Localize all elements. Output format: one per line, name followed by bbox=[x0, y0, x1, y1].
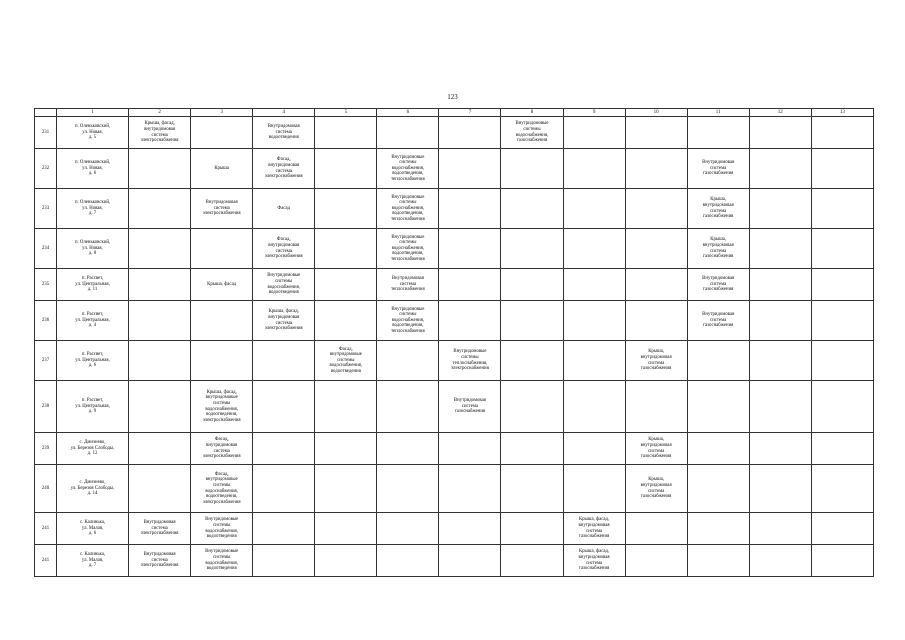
work-cell: Фасад, внутридомовые системы водоснабжения, водоотведения, электроснабжения bbox=[191, 465, 253, 513]
repair-schedule-table bbox=[34, 108, 874, 577]
header-cell: 3 bbox=[191, 109, 253, 117]
table-row bbox=[35, 433, 874, 465]
work-cell bbox=[501, 433, 563, 465]
address-cell: п. Рассвет, ул. Центральная, д. 9 bbox=[57, 381, 129, 433]
header-cell: 12 bbox=[749, 109, 811, 117]
work-cell: Внутридомовые системы водоснабжения, газоснабжения bbox=[501, 117, 563, 149]
work-cell: Внутридомовая система газоснабжения bbox=[687, 269, 749, 301]
work-cell: Внутридомовая система электроснабжения bbox=[129, 513, 191, 545]
work-cell bbox=[687, 465, 749, 513]
work-cell bbox=[811, 465, 873, 513]
work-cell bbox=[811, 189, 873, 229]
page-number: 123 bbox=[447, 93, 458, 101]
work-cell: Внутридомовая система газоснабжения bbox=[687, 149, 749, 189]
table-row bbox=[35, 341, 874, 381]
work-cell: Фасад, внутридомовая система электроснабжения bbox=[253, 149, 315, 189]
work-cell: Внутридомовые системы водоснабжения, водоотведения, теплоснабжения bbox=[377, 189, 439, 229]
header-cell: 8 bbox=[501, 109, 563, 117]
work-cell bbox=[439, 149, 501, 189]
work-cell bbox=[439, 465, 501, 513]
work-cell bbox=[811, 513, 873, 545]
work-cell bbox=[129, 229, 191, 269]
address-cell: п. Оленьковский, ул. Новая, д. 8 bbox=[57, 229, 129, 269]
work-cell: Крыша, фасад, внутридомовая система электроснабжения bbox=[129, 117, 191, 149]
work-cell bbox=[563, 269, 625, 301]
work-cell bbox=[191, 341, 253, 381]
work-cell: Фасад, внутридомовые системы водоснабжения, водоотведения bbox=[315, 341, 377, 381]
work-cell bbox=[811, 229, 873, 269]
table-row bbox=[35, 301, 874, 341]
table-row bbox=[35, 229, 874, 269]
work-cell: Фасад bbox=[253, 189, 315, 229]
table-body bbox=[35, 117, 874, 577]
work-cell bbox=[129, 381, 191, 433]
work-cell: Внутридомовые системы водоснабжения, водоотведения bbox=[191, 513, 253, 545]
work-cell: Крыша, фасад bbox=[191, 269, 253, 301]
work-cell bbox=[377, 381, 439, 433]
work-cell bbox=[377, 545, 439, 577]
work-cell bbox=[501, 341, 563, 381]
work-cell: Крыша, фасад, внутридомовая система электроснабжения bbox=[253, 301, 315, 341]
work-cell bbox=[129, 269, 191, 301]
work-cell bbox=[253, 465, 315, 513]
work-cell bbox=[501, 301, 563, 341]
table-row bbox=[35, 545, 874, 577]
work-cell: Крыша, фасад, внутридомовые системы водоснабжения, водоотведения, электроснабжения bbox=[191, 381, 253, 433]
work-cell bbox=[439, 433, 501, 465]
row-number: 237 bbox=[35, 341, 57, 381]
work-cell bbox=[377, 117, 439, 149]
header-cell-blank bbox=[35, 109, 57, 117]
work-cell bbox=[129, 149, 191, 189]
address-cell: с. Калинька, ул. Малая, д. 6 bbox=[57, 513, 129, 545]
row-number: 238 bbox=[35, 381, 57, 433]
work-cell: Фасад, внутридомовая система электроснабжения bbox=[253, 229, 315, 269]
work-cell bbox=[191, 301, 253, 341]
work-cell: Внутридомовая система электроснабжения bbox=[129, 545, 191, 577]
work-cell bbox=[501, 149, 563, 189]
work-cell bbox=[625, 513, 687, 545]
table-row bbox=[35, 149, 874, 189]
work-cell: Крыша, внутридомовая система газоснабжения bbox=[625, 433, 687, 465]
work-cell: Внутридомовые системы водоснабжения, водоотведения, теплоснабжения bbox=[377, 301, 439, 341]
work-cell bbox=[253, 381, 315, 433]
work-cell bbox=[439, 545, 501, 577]
work-cell: Крыша, внутридомовая система газоснабжения bbox=[625, 465, 687, 513]
work-cell bbox=[315, 149, 377, 189]
work-cell bbox=[749, 341, 811, 381]
row-number: 241 bbox=[35, 545, 57, 577]
header-cell: 5 bbox=[315, 109, 377, 117]
row-number: 233 bbox=[35, 189, 57, 229]
work-cell: Внутридомовые системы водоснабжения, водоотведения bbox=[191, 545, 253, 577]
work-cell: Фасад, внутридомовая система электроснабжения bbox=[191, 433, 253, 465]
work-cell bbox=[315, 433, 377, 465]
work-cell bbox=[439, 117, 501, 149]
work-cell: Внутридомовая система газоснабжения bbox=[439, 381, 501, 433]
work-cell bbox=[377, 513, 439, 545]
work-cell bbox=[377, 465, 439, 513]
work-cell bbox=[501, 465, 563, 513]
header-cell: 1 bbox=[57, 109, 129, 117]
address-cell: п. Рассвет, ул. Центральная, д. 6 bbox=[57, 341, 129, 381]
work-cell bbox=[625, 545, 687, 577]
address-cell: п. Оленьковский, ул. Новая, д. 7 bbox=[57, 189, 129, 229]
address-cell: п. Оленьковский, ул. Новая, д. 6 bbox=[57, 149, 129, 189]
table-row bbox=[35, 189, 874, 229]
work-cell bbox=[439, 269, 501, 301]
work-cell bbox=[687, 545, 749, 577]
work-cell bbox=[687, 381, 749, 433]
work-cell bbox=[563, 465, 625, 513]
work-cell bbox=[315, 229, 377, 269]
work-cell bbox=[315, 513, 377, 545]
address-cell: п. Оленьковский, ул. Новая, д. 5 bbox=[57, 117, 129, 149]
work-cell: Внутридомовые системы теплоснабжения, электроснабжения bbox=[439, 341, 501, 381]
work-cell bbox=[315, 381, 377, 433]
row-number: 236 bbox=[35, 301, 57, 341]
work-cell bbox=[811, 149, 873, 189]
work-cell: Крыша, внутридомовая система газоснабжения bbox=[687, 229, 749, 269]
work-cell bbox=[129, 433, 191, 465]
work-cell bbox=[501, 381, 563, 433]
work-cell bbox=[811, 269, 873, 301]
row-number: 234 bbox=[35, 229, 57, 269]
work-cell bbox=[253, 341, 315, 381]
work-cell bbox=[501, 189, 563, 229]
work-cell: Крыша, фасад, внутридомовая система газоснабжения bbox=[563, 513, 625, 545]
table-row bbox=[35, 117, 874, 149]
work-cell bbox=[749, 149, 811, 189]
address-cell: п. Рассвет, ул. Центральная, д. 11 bbox=[57, 269, 129, 301]
work-cell bbox=[191, 229, 253, 269]
work-cell bbox=[563, 301, 625, 341]
work-cell bbox=[563, 149, 625, 189]
work-cell bbox=[625, 269, 687, 301]
header-cell: 7 bbox=[439, 109, 501, 117]
work-cell bbox=[563, 229, 625, 269]
table-row bbox=[35, 513, 874, 545]
work-cell: Внутридомовая система газоснабжения bbox=[687, 301, 749, 341]
table-row bbox=[35, 269, 874, 301]
work-cell bbox=[749, 513, 811, 545]
header-cell: 13 bbox=[811, 109, 873, 117]
work-cell bbox=[749, 229, 811, 269]
work-cell: Крыша, внутридомовая система газоснабжения bbox=[687, 189, 749, 229]
header-row bbox=[35, 109, 874, 117]
work-cell bbox=[625, 229, 687, 269]
work-cell bbox=[439, 229, 501, 269]
work-cell bbox=[749, 465, 811, 513]
work-cell bbox=[315, 117, 377, 149]
work-cell bbox=[501, 269, 563, 301]
work-cell bbox=[253, 513, 315, 545]
work-cell bbox=[625, 381, 687, 433]
row-number: 231 bbox=[35, 117, 57, 149]
work-cell bbox=[749, 269, 811, 301]
work-cell bbox=[563, 381, 625, 433]
table-row bbox=[35, 465, 874, 513]
work-cell bbox=[191, 117, 253, 149]
work-cell bbox=[687, 117, 749, 149]
work-cell bbox=[811, 341, 873, 381]
work-cell bbox=[749, 189, 811, 229]
work-cell bbox=[625, 301, 687, 341]
work-cell bbox=[811, 433, 873, 465]
table-header bbox=[35, 109, 874, 117]
work-cell bbox=[687, 433, 749, 465]
address-cell: с. Калинька, ул. Малая, д. 7 bbox=[57, 545, 129, 577]
work-cell bbox=[501, 229, 563, 269]
work-cell bbox=[501, 513, 563, 545]
work-cell bbox=[315, 269, 377, 301]
work-cell bbox=[687, 513, 749, 545]
work-cell bbox=[377, 341, 439, 381]
header-cell: 11 bbox=[687, 109, 749, 117]
work-cell bbox=[563, 189, 625, 229]
work-cell bbox=[749, 433, 811, 465]
work-cell bbox=[315, 465, 377, 513]
work-cell: Внутридомовые системы водоснабжения, водоотведения, теплоснабжения bbox=[377, 229, 439, 269]
work-cell bbox=[563, 341, 625, 381]
row-number: 232 bbox=[35, 149, 57, 189]
row-number: 239 bbox=[35, 433, 57, 465]
work-cell: Крыша, внутридомовая система газоснабжения bbox=[625, 341, 687, 381]
address-cell: п. Рассвет, ул. Центральная, д. 4 bbox=[57, 301, 129, 341]
work-cell bbox=[749, 301, 811, 341]
header-cell: 6 bbox=[377, 109, 439, 117]
row-number: 240 bbox=[35, 465, 57, 513]
work-cell: Крыша bbox=[191, 149, 253, 189]
work-cell: Внутридомовая система теплоснабжения bbox=[377, 269, 439, 301]
work-cell bbox=[129, 301, 191, 341]
work-cell bbox=[501, 545, 563, 577]
work-cell bbox=[315, 189, 377, 229]
work-cell bbox=[377, 433, 439, 465]
work-cell bbox=[811, 117, 873, 149]
work-cell bbox=[625, 189, 687, 229]
work-cell bbox=[563, 117, 625, 149]
work-cell: Внутридомовые системы водоснабжения, водоотведения bbox=[253, 269, 315, 301]
work-cell bbox=[439, 189, 501, 229]
address-cell: с. Дмиэнево, ул. Березов Слободы, д. 14 bbox=[57, 465, 129, 513]
header-cell: 4 bbox=[253, 109, 315, 117]
work-cell bbox=[129, 341, 191, 381]
work-cell bbox=[563, 433, 625, 465]
work-cell bbox=[129, 465, 191, 513]
work-cell: Внутридомовые системы водоснабжения, водоотведения, теплоснабжения bbox=[377, 149, 439, 189]
work-cell bbox=[129, 189, 191, 229]
work-cell bbox=[749, 381, 811, 433]
row-number: 241 bbox=[35, 513, 57, 545]
table-row bbox=[35, 381, 874, 433]
work-cell bbox=[811, 301, 873, 341]
work-cell bbox=[253, 433, 315, 465]
work-cell: Внутридомовая система электроснабжения bbox=[191, 189, 253, 229]
work-cell bbox=[811, 381, 873, 433]
row-number: 235 bbox=[35, 269, 57, 301]
work-cell bbox=[811, 545, 873, 577]
address-cell: с. Дмиэнево, ул. Березов Слободы, д. 12 bbox=[57, 433, 129, 465]
work-cell bbox=[625, 149, 687, 189]
work-cell: Внутридомовая система водоотведения bbox=[253, 117, 315, 149]
header-cell: 9 bbox=[563, 109, 625, 117]
work-cell bbox=[439, 513, 501, 545]
work-cell bbox=[315, 545, 377, 577]
work-cell bbox=[749, 117, 811, 149]
work-cell bbox=[749, 545, 811, 577]
work-cell bbox=[253, 545, 315, 577]
header-cell: 2 bbox=[129, 109, 191, 117]
work-cell bbox=[439, 301, 501, 341]
header-cell: 10 bbox=[625, 109, 687, 117]
work-cell bbox=[625, 117, 687, 149]
work-cell bbox=[315, 301, 377, 341]
work-cell: Крыша, фасад, внутридомовая система газоснабжения bbox=[563, 545, 625, 577]
work-cell bbox=[687, 341, 749, 381]
